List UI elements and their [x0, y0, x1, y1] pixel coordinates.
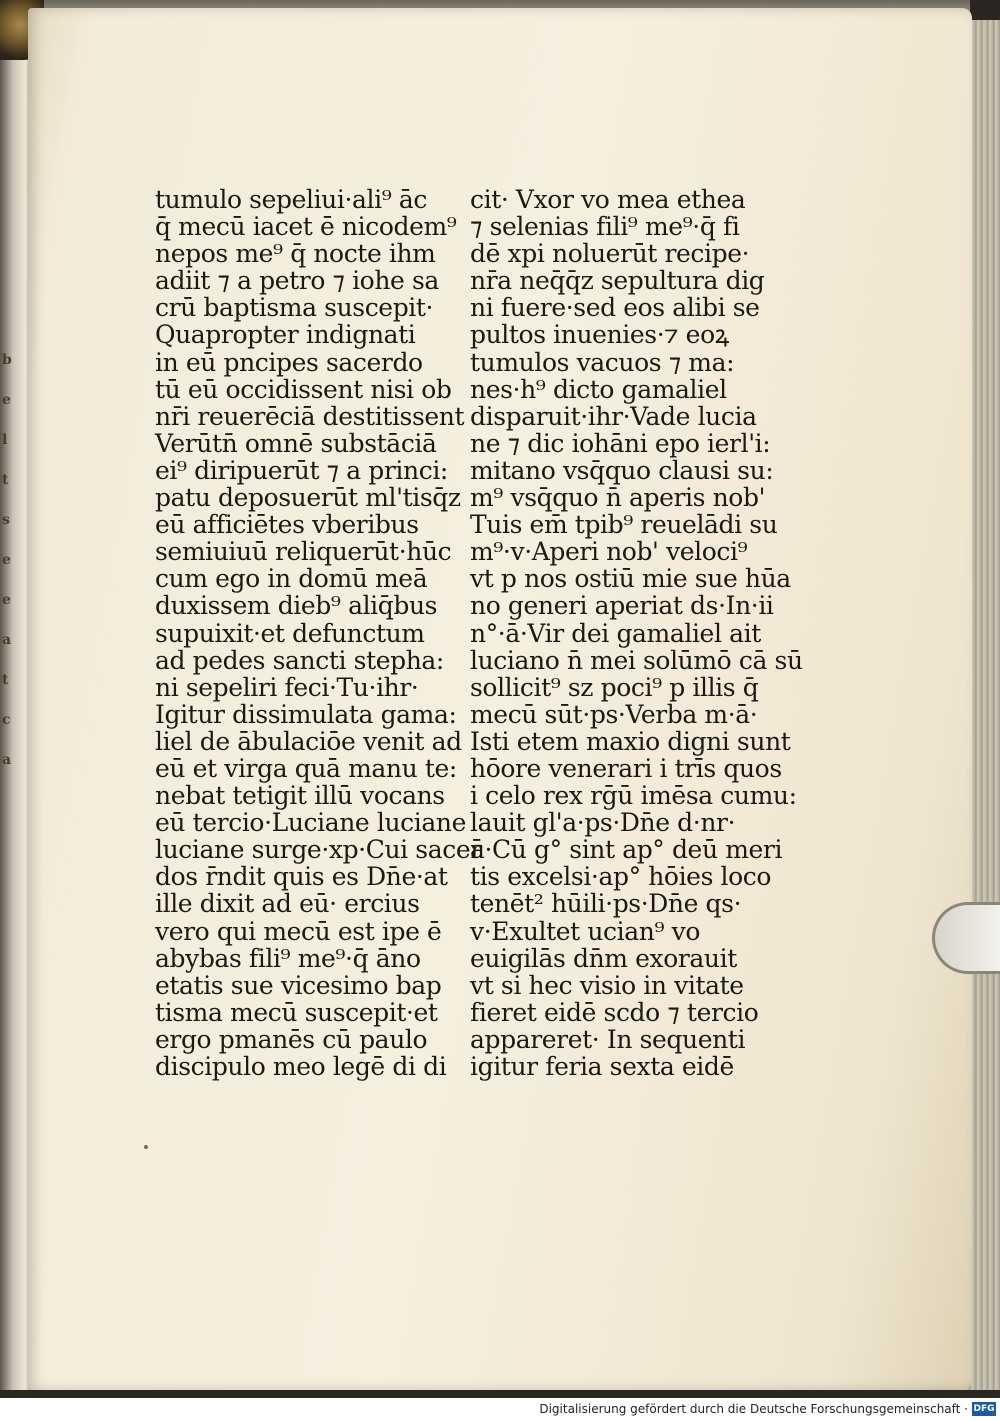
text-line: m⁹·v·Aperi nob' veloci⁹ [470, 537, 748, 567]
text-line: luciane surge·xp·Cui sacer [155, 835, 482, 865]
text-line: abybas fili⁹ me⁹·q̄ āno [155, 943, 421, 973]
text-line: vero qui mecū est ipe ē [155, 916, 442, 946]
text-line: semiuiuū reliquerūt·hūc [155, 537, 452, 567]
left-margin-letters: b e l t s e e a t c a [2, 352, 12, 768]
text-line: nr̄i reuerēciā destitissent [155, 401, 465, 431]
text-line: discipulo meo legē di di [155, 1052, 447, 1081]
text-line: nepos me⁹ q̄ nocte ihm [155, 239, 436, 269]
text-line: liel de ābulaciōe venit ad [155, 726, 462, 756]
text-line: ille dixit ad eū· ercius [155, 889, 420, 919]
text-line: tenēt² hūili·ps·Dn̄e qs· [470, 889, 742, 919]
text-line: dos r̄ndit quis es Dn̄e·at [155, 862, 448, 892]
footer-credit: Digitalisierung gefördert durch die Deutsche Forschungsgemeinschaft · [539, 1402, 968, 1416]
text-line: ā·Cū g° sint ap° deū meri [470, 835, 783, 865]
text-line: nr̄a neq̄q̄z sepultura dig [470, 266, 765, 296]
text-line: Igitur dissimulata gama: [155, 699, 457, 729]
text-line: no generi aperiat ds·In·ii [470, 591, 774, 621]
text-line: ni fuere·sed eos alibi se [470, 293, 760, 323]
text-line: patu deposuerūt ml'tisq̄z [155, 483, 461, 513]
text-line: tumulo sepeliui·ali⁹ āc [155, 185, 427, 214]
footer-bar [0, 1398, 1000, 1421]
text-line: eū tercio·Luciane luciane [155, 808, 466, 838]
text-line: q̄ mecū iacet ē nicodem⁹ [155, 212, 457, 242]
text-line: appareret· In sequenti [470, 1024, 746, 1054]
text-line: duxissem dieb⁹ aliq̄bus [155, 591, 438, 621]
text-line: mitano vsq̄quo clausi su: [470, 455, 774, 485]
text-line: eū et virga quā manu te: [155, 753, 457, 783]
text-line: luciano n̄ mei solūmō cā sū [470, 645, 803, 675]
text-line: Verūtn̄ omnē substāciā [155, 428, 437, 458]
text-line: in eū pncipes sacerdo [155, 347, 423, 377]
text-line: ⁊ selenias fili⁹ me⁹·q̄ fi [470, 212, 740, 242]
text-line: tū eū occidissent nisi ob [155, 374, 452, 404]
dfg-logo: DFG [973, 1404, 995, 1414]
text-line: ei⁹ diripuerūt ⁊ a princi: [155, 455, 448, 485]
text-line: lauit gl'a·ps·Dn̄e d·nr· [470, 808, 736, 838]
text-line: ergo pmanēs cū paulo [155, 1024, 428, 1054]
text-line: supuixit·et defunctum [155, 618, 425, 648]
text-line: cit· Vxor vo mea ethea [470, 185, 746, 214]
text-line: eū afficiētes vberibus [155, 510, 419, 540]
text-line: euigilās dn̄m exorauit [470, 943, 737, 973]
text-line: etatis sue vicesimo bap [155, 970, 442, 1000]
text-line: tumulos vacuos ⁊ ma: [470, 347, 735, 377]
text-line: tis excelsi·ap° hōies loco [470, 862, 772, 892]
text-line: crū baptisma suscepit· [155, 293, 434, 323]
text-line: ad pedes sancti stepha: [155, 645, 444, 675]
text-line: Tuis em̄ tpib⁹ reuelādi su [470, 510, 778, 540]
text-line: n°·ā·Vir dei gamaliel ait [470, 618, 761, 648]
text-line: dē xpi noluerūt recipe· [470, 239, 750, 269]
text-line: i celo rex rḡū imēsa cumu: [470, 781, 797, 811]
text-line: sollicit⁹ sz poci⁹ p illis q̄ [470, 672, 759, 702]
left-text-column [155, 185, 482, 1081]
text-line: mecū sūt·ps·Verba m·ā· [470, 699, 758, 729]
text-line: Isti etem maxio digni sunt [470, 726, 791, 756]
text-line: m⁹ vsq̄quo n̄ aperis nob' [470, 483, 766, 513]
text-line: vt p nos ostiū mie sue hūa [470, 564, 791, 594]
text-line: pultos inuenies·⁊ eoꝝ [470, 320, 729, 350]
text-line: vt si hec visio in vitate [470, 970, 744, 1000]
text-line: ne ⁊ dic iohāni epo ierl'i: [470, 428, 771, 458]
text-line: hōore venerari i trīs quos [470, 753, 782, 783]
text-line: nebat tetigit illū vocans [155, 781, 445, 811]
text-line: ni sepeliri feci·Tu·ihr· [155, 672, 419, 702]
text-line: fieret eidē scdo ⁊ tercio [470, 997, 759, 1027]
right-text-column [470, 185, 803, 1081]
text-line: adiit ⁊ a petro ⁊ iohe sa [155, 266, 439, 296]
text-line: tisma mecū suscepit·et [155, 997, 438, 1027]
text-line: disparuit·ihr·Vade lucia [470, 401, 757, 431]
text-line: igitur feria sexta eidē [470, 1052, 734, 1081]
ink-dot [144, 1145, 148, 1149]
text-line: nes·h⁹ dicto gamaliel [470, 374, 727, 404]
text-line: Quapropter indignati [155, 320, 416, 350]
page-clip [932, 902, 1000, 974]
text-line: v·Exultet ucian⁹ vo [470, 916, 700, 946]
text-line: cum ego in domū meā [155, 564, 428, 594]
